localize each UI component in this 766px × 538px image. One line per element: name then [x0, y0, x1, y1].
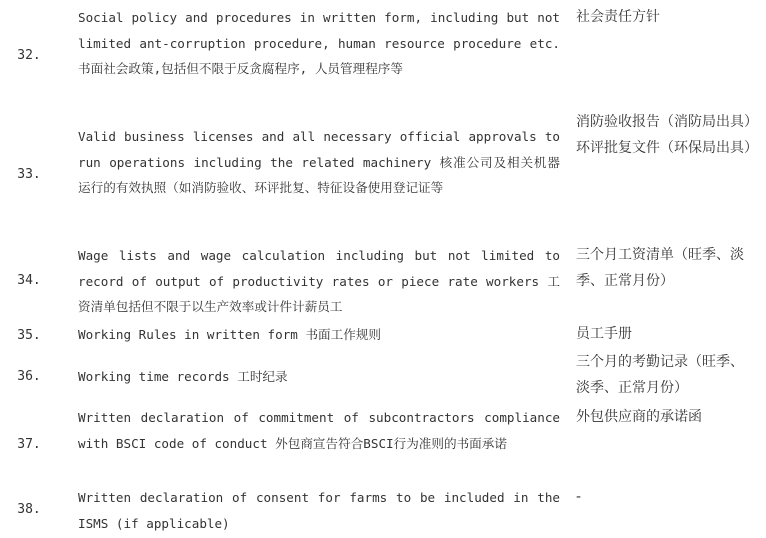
required-documents: 三个月工资清单（旺季、淡季、正常月份） [576, 247, 744, 289]
required-documents: 员工手册 [576, 326, 632, 342]
required-documents: 消防验收报告（消防局出具）环评批复文件（环保局出具） [576, 114, 758, 156]
requirement-text: Written declaration of consent for farms to be included in the ISMS (if applicable) [78, 490, 560, 531]
requirement-text: Wage lists and wage calculation including but not limited to record of output of productivity rates or piece rate workers 工资清单包括但不限于以生产效率或计件计薪员工 [78, 248, 560, 314]
row-number: 32. [17, 48, 41, 63]
row-number: 36. [17, 369, 41, 384]
requirement-text: Written declaration of commitment of subcontractors compliance with BSCI code of conduct 外包商宣告符合BSCI行为准则的书面承诺 [78, 410, 560, 451]
required-documents: 三个月的考勤记录（旺季、淡季、正常月份） [576, 354, 744, 396]
required-documents: 社会责任方针 [576, 9, 660, 25]
row-number: 38. [17, 502, 41, 517]
row-number: 35. [17, 328, 41, 343]
required-documents: - [576, 489, 582, 505]
row-number: 34. [17, 273, 41, 288]
requirement-text: Working Rules in written form 书面工作规则 [78, 327, 382, 342]
required-documents: 外包供应商的承诺函 [576, 409, 702, 425]
requirement-text: Social policy and procedures in written form, including but not limited ant-corruption procedure, human resource procedure etc. 书面社会政策,包括但不限于反贪腐程序, 人员管理程序等 [78, 10, 560, 76]
requirement-text: Valid business licenses and all necessary official approvals to run operations including the related machinery 核准公司及相关机器运行的有效执照（如消防验收、环评批复、特征设备使用登记证等 [78, 129, 560, 195]
requirement-text: Working time records 工时纪录 [78, 369, 288, 384]
row-number: 37. [17, 437, 41, 452]
row-number: 33. [17, 167, 41, 182]
